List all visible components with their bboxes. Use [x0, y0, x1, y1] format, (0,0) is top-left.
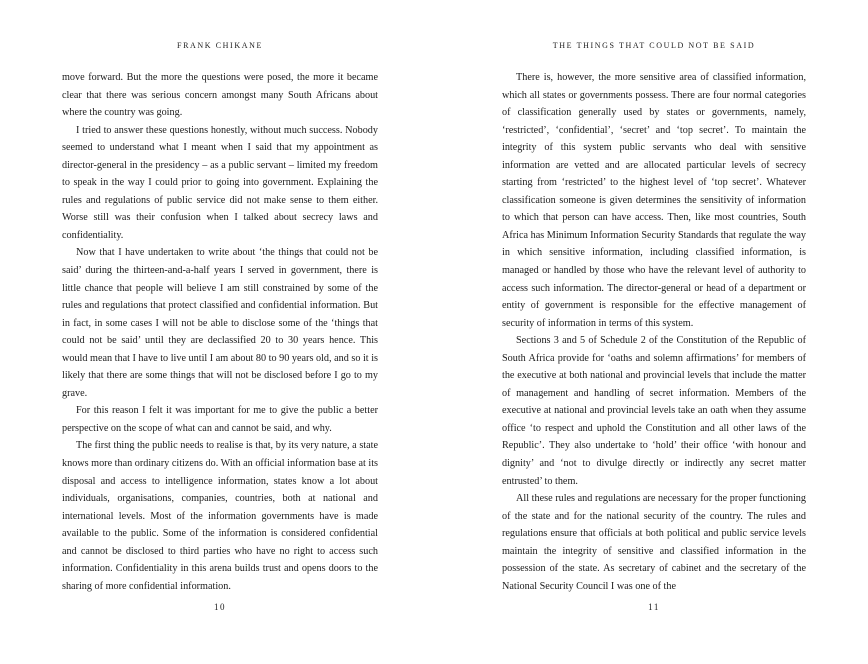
paragraph: All these rules and regulations are necessary for the proper functioning of the state and for the national security of the country. The rules and regulations ensure that officials at both political and public service levels maintain the integrity of sensitive and classified information in the possession of the state. As secretary of cabinet and the secretary of the National Security Council I was one of the: [502, 493, 806, 592]
page-number: 10: [214, 602, 226, 612]
left-page: [62, 0, 378, 664]
paragraph: For this reason I felt it was important for me to give the public a better perspective on the scope of what can and cannot be said, and why.: [62, 405, 378, 434]
paragraph: move forward. But the more the questions were posed, the more it became clear that there was serious concern amongst many South Africans about where the country was going.: [62, 72, 378, 119]
right-page: [502, 0, 806, 664]
paragraph: The first thing the public needs to realise is that, by its very nature, a state knows more than ordinary citizens do. With an official information base at its disposal and access to intelligence information, states know a lot about individuals, organisations, companies, countries, both at national and international levels. Most of the information governments have is made available to the public. Some of the information is considered confidential and cannot be disclosed to third parties who have no right to access such information. Confidentiality in this arena builds trust and opens doors to the sharing of more confidential information.: [62, 440, 378, 592]
left-page-body: [62, 69, 378, 595]
paragraph: There is, however, the more sensitive area of classified information, which all states or governments possess. There are four normal categories of classification generally used by states or governments, namely, ‘restricted’, ‘confidential’, ‘secret’ and ‘top secret’. To maintain the integrity of this system public servants who deal with sensitive information are vetted and are allocated particular levels of secrecy starting from ‘restricted’ to the highest level of ‘top secret’. Whatever classification someone is given determines the sensitivity of information to which that person can have access. Then, like most countries, South Africa has Minimum Information Security Standards that regulate the way in which sensitive information, including classified information, is managed or handled by those who have the relevant level of authority to access such information. The director-general or head of a department or entity of government is responsible for the effective management of security of information in terms of this system.: [502, 72, 806, 329]
paragraph: I tried to answer these questions honestly, without much success. Nobody seemed to understand what I meant when I said that my appointment as director-general in the presidency – as a public servant – limited my freedom to speak in the way I could prior to going into government. Explaining the rules and regulations of public service did not make sense to them either. Worse still was their confusion when I talked about secrecy laws and confidentiality.: [62, 124, 378, 241]
page-number: 11: [648, 602, 660, 612]
right-page-body: [502, 69, 806, 595]
running-head-author: FRANK CHIKANE: [177, 41, 263, 50]
running-head-title: THE THINGS THAT COULD NOT BE SAID: [552, 41, 756, 50]
paragraph: Sections 3 and 5 of Schedule 2 of the Constitution of the Republic of South Africa provide for ‘oaths and solemn affirmations’ for members of the executive at both national and provincial levels that include the matter of management and handling of secret information. Members of the executive at national and provincial levels take an oath when they assume office ‘to respect and uphold the Constitution and all other laws of the Republic’. They also undertake to ‘hold’ their office ‘with honour and dignity’ and ‘not to divulge directly or indirectly any secret matter entrusted’ to them.: [502, 335, 806, 487]
paragraph: Now that I have undertaken to write about ‘the things that could not be said’ during the thirteen-and-a-half years I served in government, there is little chance that people will believe I am still constrained by some of the rules and regulations that protect classified and confidential information. But in fact, in some cases I will not be able to disclose some of the ‘things that could not be said’ until they are declassified 20 to 30 years hence. This would mean that I have to live until I am about 80 to 90 years old, and so it is likely that there are some things that will not be disclosed before I go to my grave.: [62, 247, 378, 399]
